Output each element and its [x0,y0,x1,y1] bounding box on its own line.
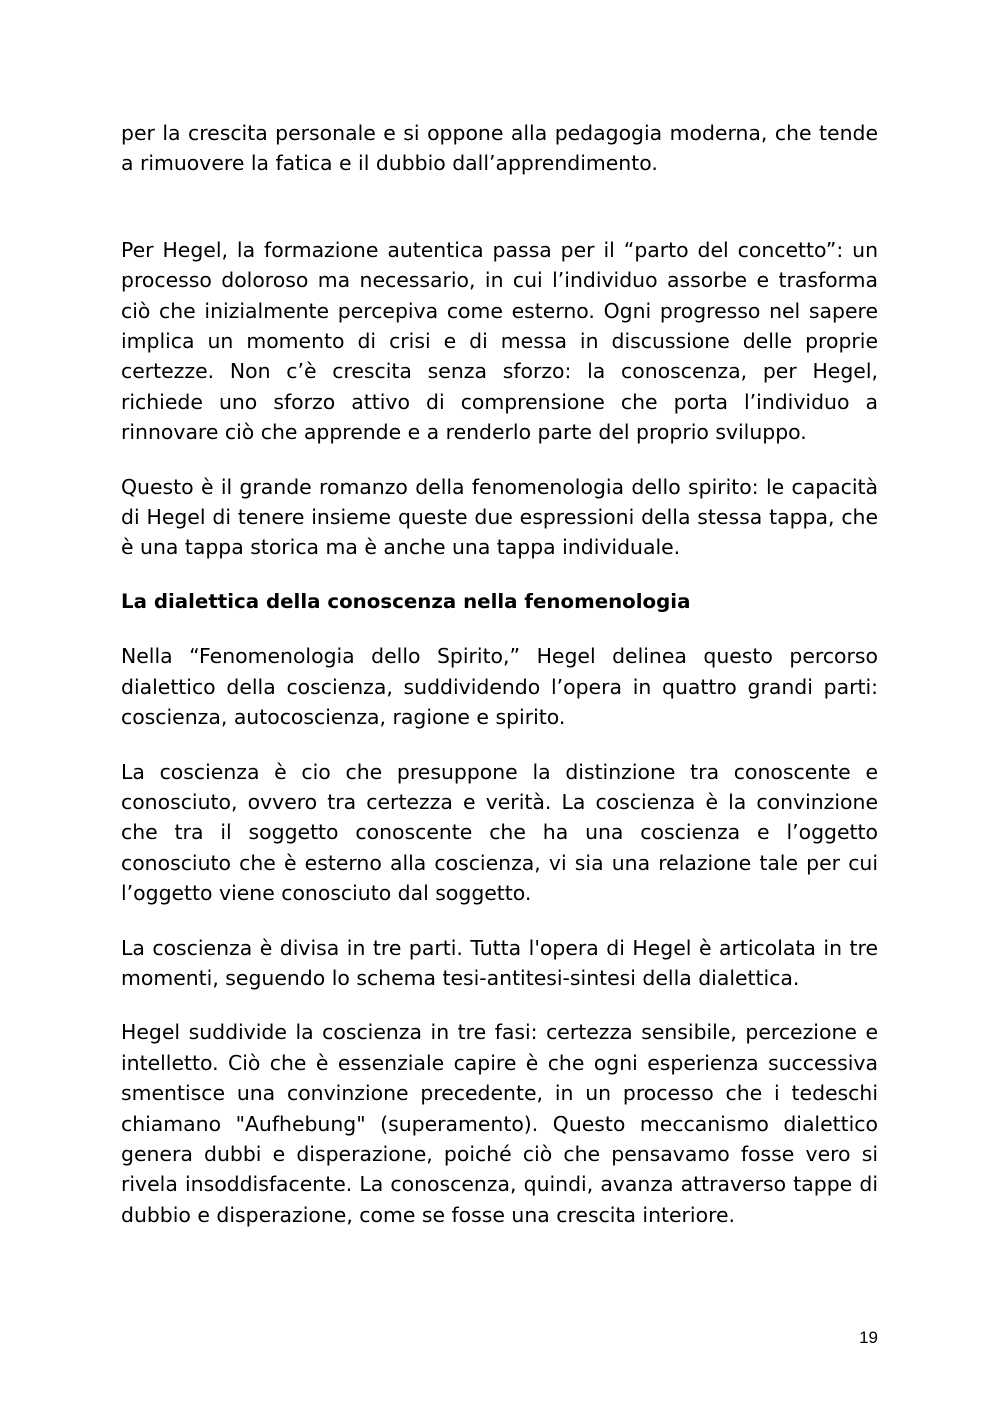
paragraph-parto-del-concetto: Per Hegel, la formazione autentica passa per il “parto del concetto”: un processo doloroso ma necessario, in cui l’individuo assorbe e trasforma ciò che inizialmente percepiva come esterno. Ogni progresso nel sapere implica un momento di crisi e di messa in discussione delle proprie certezze. Non c’è crescita senza sforzo: la conoscenza, per Hegel, richiede uno sforzo attivo di comprensione che porta l’individuo a rinnovare ciò che apprende e a renderlo parte del proprio sviluppo. [121,237,878,445]
paragraph-continuation: per la crescita personale e si oppone alla pedagogia moderna, che tende a rimuovere la fatica e il dubbio dall’apprendimento. [121,121,878,176]
paragraph-grande-romanzo: Questo è il grande romanzo della fenomenologia dello spirito: le capacità di Hegel di tenere insieme queste due espressioni della stessa tappa, che è una tappa storica ma è anche una tappa individuale. [121,474,878,560]
paragraph-aufhebung: Hegel suddivide la coscienza in tre fasi: certezza sensibile, percezione e intelletto. Ciò che è essenziale capire è che ogni esperienza successiva smentisce una convinzione precedente, in un processo che i tedeschi chiamano "Aufhebung" (superamento). Questo meccanismo dialettico genera dubbi e disperazione, poiché ciò che pensavamo fosse vero si rivela insoddisfacente. La conoscenza, quindi, avanza attraverso tappe di dubbio e disperazione, come se fosse una crescita interiore. [121,1020,878,1227]
paragraph-fenomenologia-parti: Nella “Fenomenologia dello Spirito,” Hegel delinea questo percorso dialettico della coscienza, suddividendo l’opera in quattro grandi parti: coscienza, autocoscienza, ragione e spirito. [121,644,878,730]
paragraph-tre-parti: La coscienza è divisa in tre parti. Tutta l'opera di Hegel è articolata in tre momenti, seguendo lo schema tesi-antitesi-sintesi della dialettica. [121,935,878,990]
paragraph-coscienza-definizione: La coscienza è cio che presuppone la distinzione tra conoscente e conosciuto, ovvero tra certezza e verità. La coscienza è la convinzione che tra il soggetto conoscente che ha una coscienza e l’oggetto conosciuto che è esterno alla coscienza, vi sia una relazione tale per cui l’oggetto viene conosciuto dal soggetto. [121,759,878,906]
section-heading: La dialettica della conoscenza nella fenomenologia [121,589,691,613]
page-body [121,118,878,1230]
page-number: 19 [859,1328,878,1347]
